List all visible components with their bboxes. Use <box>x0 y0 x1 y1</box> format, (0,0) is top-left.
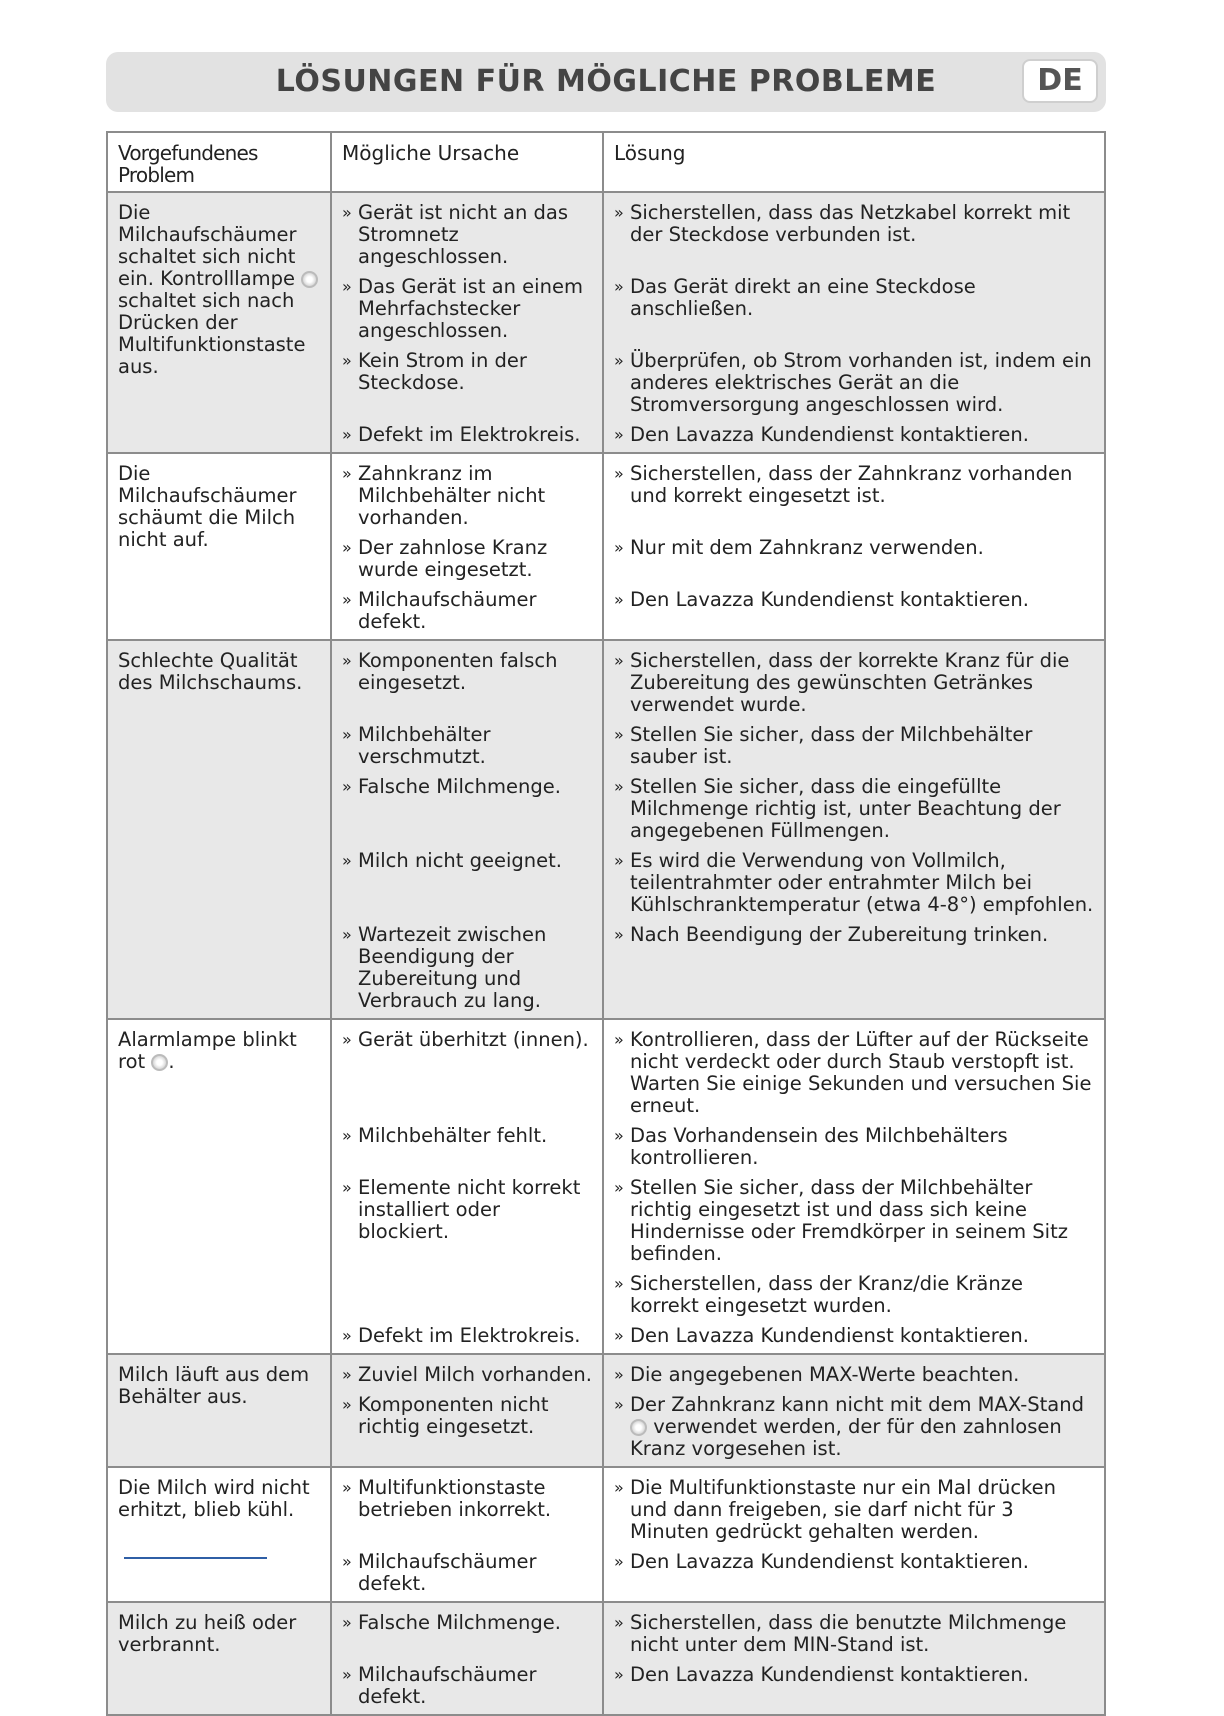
solution-item <box>614 1125 1094 1169</box>
table-row <box>107 1467 1105 1602</box>
cause-item-text <box>358 1029 592 1117</box>
solution-item-text-part: Nach Beendigung der Zubereitung trinken. <box>630 923 1049 946</box>
solution-cell <box>603 1602 1105 1715</box>
solution-item <box>614 1325 1094 1347</box>
table-body <box>107 192 1105 1715</box>
column-header-problem: Vorgefundenes Problem <box>107 132 331 192</box>
cause-item <box>342 589 592 633</box>
footer-rule <box>124 1557 267 1559</box>
cause-cell <box>331 1467 603 1602</box>
problem-text-part: Milch zu heiß oder verbrannt. <box>118 1611 297 1656</box>
solution-item-text <box>630 1394 1094 1460</box>
cause-item-text-part: Der zahnlose Kranz wurde eingesetzt. <box>358 536 548 581</box>
cause-item-text-part: Gerät überhitzt (innen). <box>358 1028 589 1051</box>
cause-item-text-part: Falsche Milchmenge. <box>358 1611 561 1634</box>
solution-item-text <box>630 1177 1094 1265</box>
cause-item-text <box>358 202 592 268</box>
solution-item-text-part: Sicherstellen, dass der Zahnkranz vorhanden und korrekt eingesetzt ist. <box>630 462 1073 507</box>
problem-text <box>118 1364 320 1408</box>
column-header-solution: Lösung <box>603 132 1105 192</box>
indicator-lamp-icon <box>630 1419 647 1436</box>
problem-text-part: Schlechte Qualität des Milchschaums. <box>118 649 303 694</box>
problem-cell <box>107 640 331 1019</box>
solution-item-text-part: Kontrollieren, dass der Lüfter auf der Rückseite nicht verdeckt oder durch Staub verstopft ist. Warten Sie einige Sekunden und versuchen Sie erneut. <box>630 1028 1092 1117</box>
solution-item <box>614 589 1094 633</box>
solution-item-text-part: Das Gerät direkt an eine Steckdose anschließen. <box>630 275 976 320</box>
cause-item <box>342 1664 592 1708</box>
bullet-marker: » <box>614 538 624 557</box>
bullet-marker: » <box>614 651 624 670</box>
cause-item <box>342 1394 592 1460</box>
solution-cell <box>603 1354 1105 1467</box>
bullet-marker: » <box>342 425 352 444</box>
solution-item <box>614 1477 1094 1543</box>
bullet-marker: » <box>342 538 352 557</box>
bullet-marker: » <box>614 1274 624 1293</box>
column-header-cause: Mögliche Ursache <box>331 132 603 192</box>
cause-item-text <box>358 276 592 342</box>
solution-item <box>614 1664 1094 1708</box>
cause-item <box>342 1177 592 1265</box>
solution-item <box>614 924 1094 1012</box>
bullet-marker: » <box>614 1326 624 1345</box>
solution-item <box>614 1394 1094 1460</box>
problem-text-part: Milch läuft aus dem Behälter aus. <box>118 1363 310 1408</box>
bullet-marker: » <box>342 1552 352 1571</box>
bullet-marker: » <box>342 1365 352 1384</box>
cause-item-text <box>358 1325 592 1347</box>
bullet-marker: » <box>614 1552 624 1571</box>
cause-item-text-part: Komponenten falsch eingesetzt. <box>358 649 558 694</box>
solution-item-text-part: Den Lavazza Kundendienst kontaktieren. <box>630 1550 1029 1573</box>
bullet-marker: » <box>342 725 352 744</box>
problem-cell <box>107 453 331 640</box>
solution-item <box>614 350 1094 416</box>
cause-cell <box>331 1602 603 1715</box>
bullet-marker: » <box>342 1326 352 1345</box>
cause-item-text-part: Milchbehälter verschmutzt. <box>358 723 491 768</box>
solution-item-text-part: Sicherstellen, dass der korrekte Kranz für die Zubereitung des gewünschten Getränkes verwendet wurde. <box>630 649 1070 716</box>
page-title: LÖSUNGEN FÜR MÖGLICHE PROBLEME <box>275 64 937 99</box>
solution-item-text-part: Stellen Sie sicher, dass die eingefüllte Milchmenge richtig ist, unter Beachtung der angegebenen Füllmengen. <box>630 775 1061 842</box>
cause-item-text-part: Komponenten nicht richtig eingesetzt. <box>358 1393 549 1438</box>
cause-item-text-part: Milchaufschäumer defekt. <box>358 588 537 633</box>
table-row <box>107 1602 1105 1715</box>
solution-item-text <box>630 350 1094 416</box>
solution-item-text <box>630 776 1094 842</box>
cause-item-text <box>358 776 592 842</box>
solution-item-text <box>630 1612 1094 1656</box>
indicator-lamp-icon <box>151 1054 168 1071</box>
solution-item-text <box>630 1029 1094 1117</box>
cause-item-text-part: Milchaufschäumer defekt. <box>358 1663 537 1708</box>
cause-item-text <box>358 650 592 716</box>
bullet-marker: » <box>342 590 352 609</box>
problem-text-part: Die Milchaufschäumer schäumt die Milch nicht auf. <box>118 462 297 551</box>
solution-item-text <box>630 1664 1094 1708</box>
cause-cell <box>331 1354 603 1467</box>
problem-text-part: Die Milch wird nicht erhitzt, blieb kühl. <box>118 1476 310 1521</box>
solution-item <box>614 724 1094 768</box>
solution-item-text <box>630 1273 1094 1317</box>
cause-item-text-part: Milchaufschäumer defekt. <box>358 1550 537 1595</box>
solution-item-text-part: Den Lavazza Kundendienst kontaktieren. <box>630 588 1029 611</box>
cause-item-text <box>358 1612 592 1656</box>
cause-item <box>342 537 592 581</box>
cause-item-text-part: Gerät ist nicht an das Stromnetz angeschlossen. <box>358 201 569 268</box>
solution-item <box>614 276 1094 342</box>
solution-item-text <box>630 924 1094 1012</box>
bullet-marker: » <box>614 590 624 609</box>
cause-item-text-part: Wartezeit zwischen Beendigung der Zubereitung und Verbrauch zu lang. <box>358 923 547 1012</box>
cause-cell <box>331 640 603 1019</box>
cause-item-text-part: Defekt im Elektrokreis. <box>358 423 581 446</box>
bullet-marker: » <box>342 651 352 670</box>
bullet-marker: » <box>342 1665 352 1684</box>
solution-item-text-part: Nur mit dem Zahnkranz verwenden. <box>630 536 984 559</box>
cause-item-text <box>358 724 592 768</box>
problem-cell <box>107 1467 331 1602</box>
solution-item <box>614 650 1094 716</box>
solution-item-text-part: Die angegebenen MAX-Werte beachten. <box>630 1363 1020 1386</box>
solution-item <box>614 202 1094 268</box>
cause-cell <box>331 192 603 453</box>
bullet-marker: » <box>342 1395 352 1414</box>
solution-cell <box>603 640 1105 1019</box>
problem-cell <box>107 1602 331 1715</box>
problem-text <box>118 1612 320 1656</box>
solution-item-text <box>630 850 1094 916</box>
cause-item <box>342 1125 592 1169</box>
solution-item-text <box>630 1477 1094 1543</box>
bullet-marker: » <box>614 725 624 744</box>
bullet-marker: » <box>342 203 352 222</box>
bullet-marker: » <box>614 277 624 296</box>
cause-item-text-part: Das Gerät ist an einem Mehrfachstecker angeschlossen. <box>358 275 583 342</box>
cause-item <box>342 1551 592 1595</box>
table-header <box>107 132 1105 192</box>
language-badge: DE <box>1022 59 1098 103</box>
cause-item-text <box>358 1364 592 1386</box>
solution-item-text <box>630 276 1094 342</box>
solution-item-text <box>630 589 1094 633</box>
solution-item-text-part: Den Lavazza Kundendienst kontaktieren. <box>630 1324 1029 1347</box>
solution-item-text-part: Den Lavazza Kundendienst kontaktieren. <box>630 1663 1029 1686</box>
solution-item-text-part: Es wird die Verwendung von Vollmilch, teilentrahmter oder entrahmter Milch bei Kühlschranktemperatur (etwa 4-8°) empfohlen. <box>630 849 1094 916</box>
cause-item-text <box>358 1394 592 1460</box>
problem-text <box>118 1029 320 1073</box>
cause-item-text <box>358 924 592 1012</box>
solution-item <box>614 537 1094 581</box>
bullet-marker: » <box>614 851 624 870</box>
bullet-marker: » <box>342 1178 352 1197</box>
solution-item <box>614 1551 1094 1595</box>
cause-item <box>342 424 592 446</box>
cause-item <box>342 850 592 916</box>
problem-text <box>118 650 320 694</box>
solution-cell <box>603 1019 1105 1354</box>
bullet-marker: » <box>342 1613 352 1632</box>
bullet-marker: » <box>342 777 352 796</box>
table-row <box>107 1019 1105 1354</box>
solution-item-text-part: Stellen Sie sicher, dass der Milchbehälter sauber ist. <box>630 723 1033 768</box>
bullet-marker: » <box>342 351 352 370</box>
bullet-marker: » <box>614 351 624 370</box>
bullet-marker: » <box>614 425 624 444</box>
bullet-marker: » <box>614 1030 624 1049</box>
bullet-marker: » <box>342 925 352 944</box>
bullet-marker: » <box>342 1126 352 1145</box>
cause-item-text <box>358 1551 592 1595</box>
bullet-marker: » <box>614 777 624 796</box>
cause-item-text <box>358 537 592 581</box>
problem-cell <box>107 192 331 453</box>
cause-item <box>342 1477 592 1543</box>
solution-item <box>614 850 1094 916</box>
cause-item <box>342 924 592 1012</box>
page-header <box>106 52 1106 112</box>
cause-item-text <box>358 463 592 529</box>
solution-item <box>614 424 1094 446</box>
header-row <box>107 132 1105 192</box>
cause-item <box>342 776 592 842</box>
bullet-marker: » <box>614 1126 624 1145</box>
solution-item-text <box>630 202 1094 268</box>
cause-item-text-part: Zahnkranz im Milchbehälter nicht vorhanden. <box>358 462 546 529</box>
solution-item <box>614 463 1094 529</box>
bullet-marker: » <box>614 203 624 222</box>
cause-item <box>342 202 592 268</box>
cause-item-text <box>358 850 592 916</box>
solution-item-text-part: Überprüfen, ob Strom vorhanden ist, indem ein anderes elektrisches Gerät an die Stromversorgung angeschlossen wird. <box>630 349 1092 416</box>
problem-text-part: Alarmlampe blinkt rot <box>118 1028 297 1073</box>
cause-cell <box>331 453 603 640</box>
problem-text-part: Die Milchaufschäumer schaltet sich nicht ein. Kontrolllampe <box>118 201 302 290</box>
problem-text <box>118 1477 320 1521</box>
solution-item <box>614 776 1094 842</box>
bullet-marker: » <box>342 464 352 483</box>
cause-item-text <box>358 1177 592 1265</box>
solution-item-text <box>630 724 1094 768</box>
cause-item-text <box>358 424 592 446</box>
cause-item-text-part: Kein Strom in der Steckdose. <box>358 349 527 394</box>
solution-item-text <box>630 650 1094 716</box>
solution-item <box>614 1177 1094 1265</box>
bullet-marker: » <box>342 277 352 296</box>
cause-item <box>342 463 592 529</box>
cause-item <box>342 350 592 416</box>
bullet-marker: » <box>614 1665 624 1684</box>
problem-text-part: . <box>168 1050 175 1073</box>
bullet-marker: » <box>614 1395 624 1414</box>
cause-item-text <box>358 350 592 416</box>
solution-item-text <box>630 1125 1094 1169</box>
solution-item-text-part: verwendet werden, der für den zahnlosen Kranz vorgesehen ist. <box>630 1415 1062 1460</box>
solution-item-text-part: Sicherstellen, dass die benutzte Milchmenge nicht unter dem MIN-Stand ist. <box>630 1611 1067 1656</box>
solution-item-text <box>630 424 1094 446</box>
cause-item-text <box>358 589 592 633</box>
cause-item-text-part: Milch nicht geeignet. <box>358 849 563 872</box>
solution-item-text-part: Stellen Sie sicher, dass der Milchbehälter richtig eingesetzt ist und dass sich keine Hindernisse oder Fremdkörper in seinem Sitz befinden. <box>630 1176 1068 1265</box>
cause-item <box>342 724 592 768</box>
cause-item <box>342 650 592 716</box>
bullet-marker: » <box>614 1365 624 1384</box>
problem-cell <box>107 1354 331 1467</box>
solution-item-text-part: Die Multifunktionstaste nur ein Mal drücken und dann freigeben, sie darf nicht für 3 Minuten gedrückt gehalten werden. <box>630 1476 1057 1543</box>
indicator-lamp-icon <box>301 271 318 288</box>
solution-cell <box>603 1467 1105 1602</box>
solution-cell <box>603 192 1105 453</box>
solution-item-text <box>630 1551 1094 1595</box>
solution-item-text-part: Der Zahnkranz kann nicht mit dem MAX-Stand <box>630 1393 1084 1416</box>
solution-item-text-part: Das Vorhandensein des Milchbehälters kontrollieren. <box>630 1124 1008 1169</box>
bullet-marker: » <box>342 851 352 870</box>
bullet-marker: » <box>342 1030 352 1049</box>
solution-item <box>614 1273 1094 1317</box>
cause-item <box>342 1364 592 1386</box>
cause-item-text <box>358 1664 592 1708</box>
cause-item-text <box>358 1125 592 1169</box>
table-row <box>107 640 1105 1019</box>
problem-text <box>118 202 320 378</box>
problem-cell <box>107 1019 331 1354</box>
cause-item <box>342 1612 592 1656</box>
solution-item-text-part: Sicherstellen, dass der Kranz/die Kränze korrekt eingesetzt wurden. <box>630 1272 1023 1317</box>
solution-item-text <box>630 463 1094 529</box>
problem-text <box>118 463 320 551</box>
bullet-marker: » <box>614 1613 624 1632</box>
bullet-marker: » <box>614 1178 624 1197</box>
bullet-marker: » <box>614 1478 624 1497</box>
solution-item <box>614 1612 1094 1656</box>
cause-item-text-part: Falsche Milchmenge. <box>358 775 561 798</box>
table-row <box>107 1354 1105 1467</box>
solution-item <box>614 1364 1094 1386</box>
solution-item <box>614 1029 1094 1117</box>
solution-item-text <box>630 1325 1094 1347</box>
bullet-marker: » <box>614 925 624 944</box>
problem-text-part: schaltet sich nach Drücken der Multifunktionstaste aus. <box>118 289 306 378</box>
cause-item <box>342 276 592 342</box>
solution-item-text <box>630 537 1094 581</box>
bullet-marker: » <box>342 1478 352 1497</box>
bullet-marker: » <box>614 464 624 483</box>
cause-cell <box>331 1019 603 1354</box>
table-row <box>107 192 1105 453</box>
cause-item-text <box>358 1477 592 1543</box>
solution-item-text-part: Sicherstellen, dass das Netzkabel korrekt mit der Steckdose verbunden ist. <box>630 201 1071 246</box>
solution-item-text <box>630 1364 1094 1386</box>
cause-item-text-part: Defekt im Elektrokreis. <box>358 1324 581 1347</box>
cause-item <box>342 1325 592 1347</box>
solution-item-text-part: Den Lavazza Kundendienst kontaktieren. <box>630 423 1029 446</box>
cause-item-text-part: Zuviel Milch vorhanden. <box>358 1363 592 1386</box>
cause-item-text-part: Milchbehälter fehlt. <box>358 1124 548 1147</box>
troubleshooting-table <box>106 131 1106 1716</box>
solution-cell <box>603 453 1105 640</box>
cause-item <box>342 1029 592 1117</box>
cause-item-text-part: Multifunktionstaste betrieben inkorrekt. <box>358 1476 552 1521</box>
table-row <box>107 453 1105 640</box>
cause-item-text-part: Elemente nicht korrekt installiert oder blockiert. <box>358 1176 581 1243</box>
